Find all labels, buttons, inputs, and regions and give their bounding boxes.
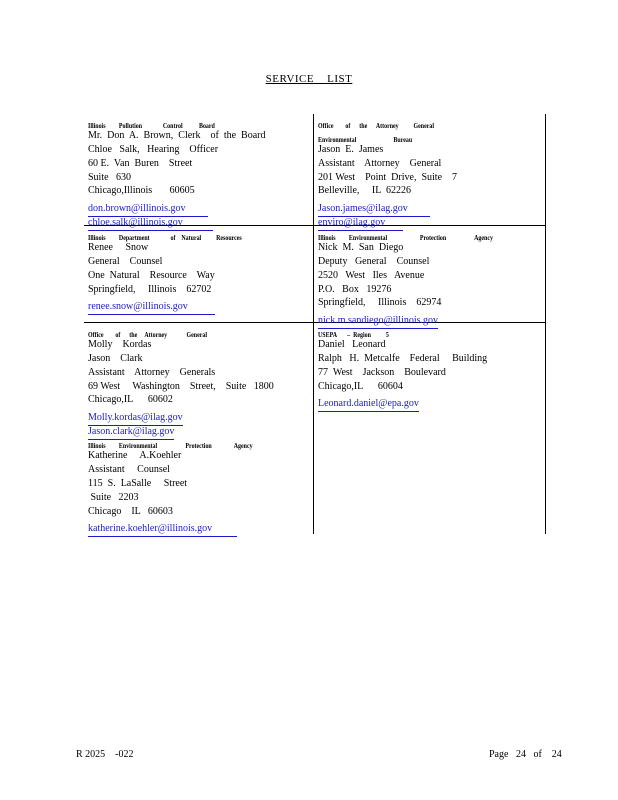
entry-line — [318, 227, 544, 241]
service-entry-natural-resources — [88, 227, 312, 313]
address-line: Suite 2203 — [88, 491, 139, 503]
entry-line — [88, 352, 312, 366]
entry-line — [318, 380, 544, 394]
entry-line — [318, 157, 544, 171]
column-divider — [313, 114, 314, 534]
address-line: Deputy General Counsel — [318, 255, 430, 267]
service-entry-attorney-general-and-iepa — [88, 324, 312, 535]
address-line: Springfield, Illinois 62974 — [318, 297, 442, 309]
entry-line — [88, 269, 312, 283]
address-line: Suite 630 — [88, 171, 132, 183]
address-line: Belleville, IL 62226 — [318, 185, 411, 197]
address-line: Renee Snow — [88, 241, 149, 253]
address-line: 69 West Washington Street, Suite 1800 — [88, 380, 274, 392]
entry-line — [88, 143, 312, 157]
entry-line — [88, 184, 312, 198]
entry-line — [318, 184, 544, 198]
docket-number: R 2025 -022 — [76, 749, 134, 760]
address-line: Jason Clark — [88, 352, 143, 364]
organization-heading: USEPA – Region 5 — [318, 331, 389, 339]
email-link[interactable]: enviro@ilag.gov — [318, 217, 403, 231]
address-line: General Counsel — [88, 255, 163, 267]
email-link[interactable]: nick.m.sandiego@illinois.gov — [318, 315, 438, 329]
address-line: 2520 West Iles Avenue — [318, 269, 425, 281]
email-row — [88, 421, 312, 438]
entry-line — [88, 157, 312, 171]
email-link[interactable]: don.brown@illinois.gov — [88, 203, 208, 217]
entry-line — [88, 491, 312, 505]
email-link[interactable]: Jason.james@ilag.gov — [318, 203, 430, 217]
email-link[interactable]: Jason.clark@ilag.gov — [88, 426, 174, 440]
organization-heading: Environmental Bureau — [318, 135, 413, 144]
address-line: 115 S. LaSalle Street — [88, 477, 188, 489]
email-link[interactable]: Leonard.daniel@epa.gov — [318, 398, 419, 412]
address-line: 201 West Point Drive, Suite 7 — [318, 171, 458, 183]
page-title-text: SERVICE LIST — [265, 73, 353, 85]
address-line: Katherine A.Koehler — [88, 450, 182, 462]
address-line: Daniel Leonard — [318, 338, 386, 350]
email-row — [318, 198, 544, 215]
email-row — [88, 198, 312, 215]
entry-line — [318, 283, 544, 297]
address-line: 60 E. Van Buren Street — [88, 157, 193, 169]
email-row — [88, 296, 312, 313]
service-entry-environmental-protection-agency — [318, 227, 544, 327]
address-line: Ralph H. Metcalfe Federal Building — [318, 352, 488, 364]
email-row — [318, 310, 544, 327]
organization-heading: Office of the Attorney General — [88, 331, 207, 339]
entry-line — [318, 115, 544, 129]
address-line: Chloe Salk, Hearing Officer — [88, 143, 219, 155]
entry-line — [318, 324, 544, 338]
entry-line — [88, 171, 312, 185]
page-number: Page 24 of 24 — [489, 749, 562, 760]
entry-line — [318, 255, 544, 269]
entry-line — [88, 283, 312, 297]
address-line: Springfield, Illinois 62702 — [88, 283, 212, 295]
organization-heading: Office of the Attorney General — [318, 122, 435, 130]
service-list-table — [84, 114, 546, 534]
email-row — [88, 407, 312, 424]
email-link[interactable]: renee.snow@illinois.gov — [88, 301, 215, 315]
entry-line — [318, 352, 544, 366]
entry-line — [88, 463, 312, 477]
entry-line — [88, 477, 312, 491]
service-entry-attorney-general-environmental — [318, 115, 544, 229]
email-row — [88, 212, 312, 229]
table-right-border — [545, 114, 546, 534]
entry-line — [88, 255, 312, 269]
service-entry-usepa-region-5 — [318, 324, 544, 410]
email-row — [318, 212, 544, 229]
page-title — [0, 73, 618, 85]
address-line: Chicago,Illinois 60605 — [88, 185, 195, 197]
address-line: One Natural Resource Way — [88, 269, 215, 281]
address-line: Molly Kordas — [88, 338, 152, 350]
entry-line — [318, 296, 544, 310]
service-entry-pollution-control-board — [88, 115, 312, 229]
entry-line — [318, 366, 544, 380]
address-line: Assistant Counsel — [88, 463, 170, 475]
address-line: Assistant Attorney Generals — [88, 366, 216, 378]
organization-heading: Illinois Environmental Protection Agency — [318, 234, 493, 242]
address-line: Chicago,IL 60604 — [318, 380, 403, 392]
entry-line — [318, 269, 544, 283]
address-line: Nick M. San Diego — [318, 241, 404, 253]
address-line: Chicago,IL 60602 — [88, 394, 173, 406]
address-line: Jason E. James — [318, 143, 384, 155]
address-line: Mr. Don A. Brown, Clerk of the Board — [88, 129, 266, 141]
entry-line — [88, 435, 312, 449]
entry-line — [88, 366, 312, 380]
address-line: Chicago IL 60603 — [88, 505, 173, 517]
email-link[interactable]: katherine.koehler@illinois.gov — [88, 523, 237, 537]
address-line: Assistant Attorney General — [318, 157, 442, 169]
organization-heading: Illinois Pollution Control Board — [88, 122, 215, 130]
address-line: 77 West Jackson Boulevard — [318, 366, 446, 378]
organization-heading: Illinois Department of Natural Resources — [88, 234, 242, 242]
entry-line — [318, 171, 544, 185]
entry-line — [88, 324, 312, 338]
address-line: P.O. Box 19276 — [318, 283, 392, 295]
email-link[interactable]: chloe.salk@illinois.gov — [88, 217, 213, 231]
organization-heading: Illinois Environmental Protection Agency — [88, 442, 253, 451]
email-link[interactable]: Molly.kordas@ilag.gov — [88, 412, 183, 426]
entry-line — [88, 393, 312, 407]
entry-line — [88, 115, 312, 129]
entry-line — [88, 380, 312, 394]
email-row — [318, 393, 544, 410]
entry-line — [88, 227, 312, 241]
entry-line — [88, 505, 312, 519]
email-row — [88, 518, 312, 535]
